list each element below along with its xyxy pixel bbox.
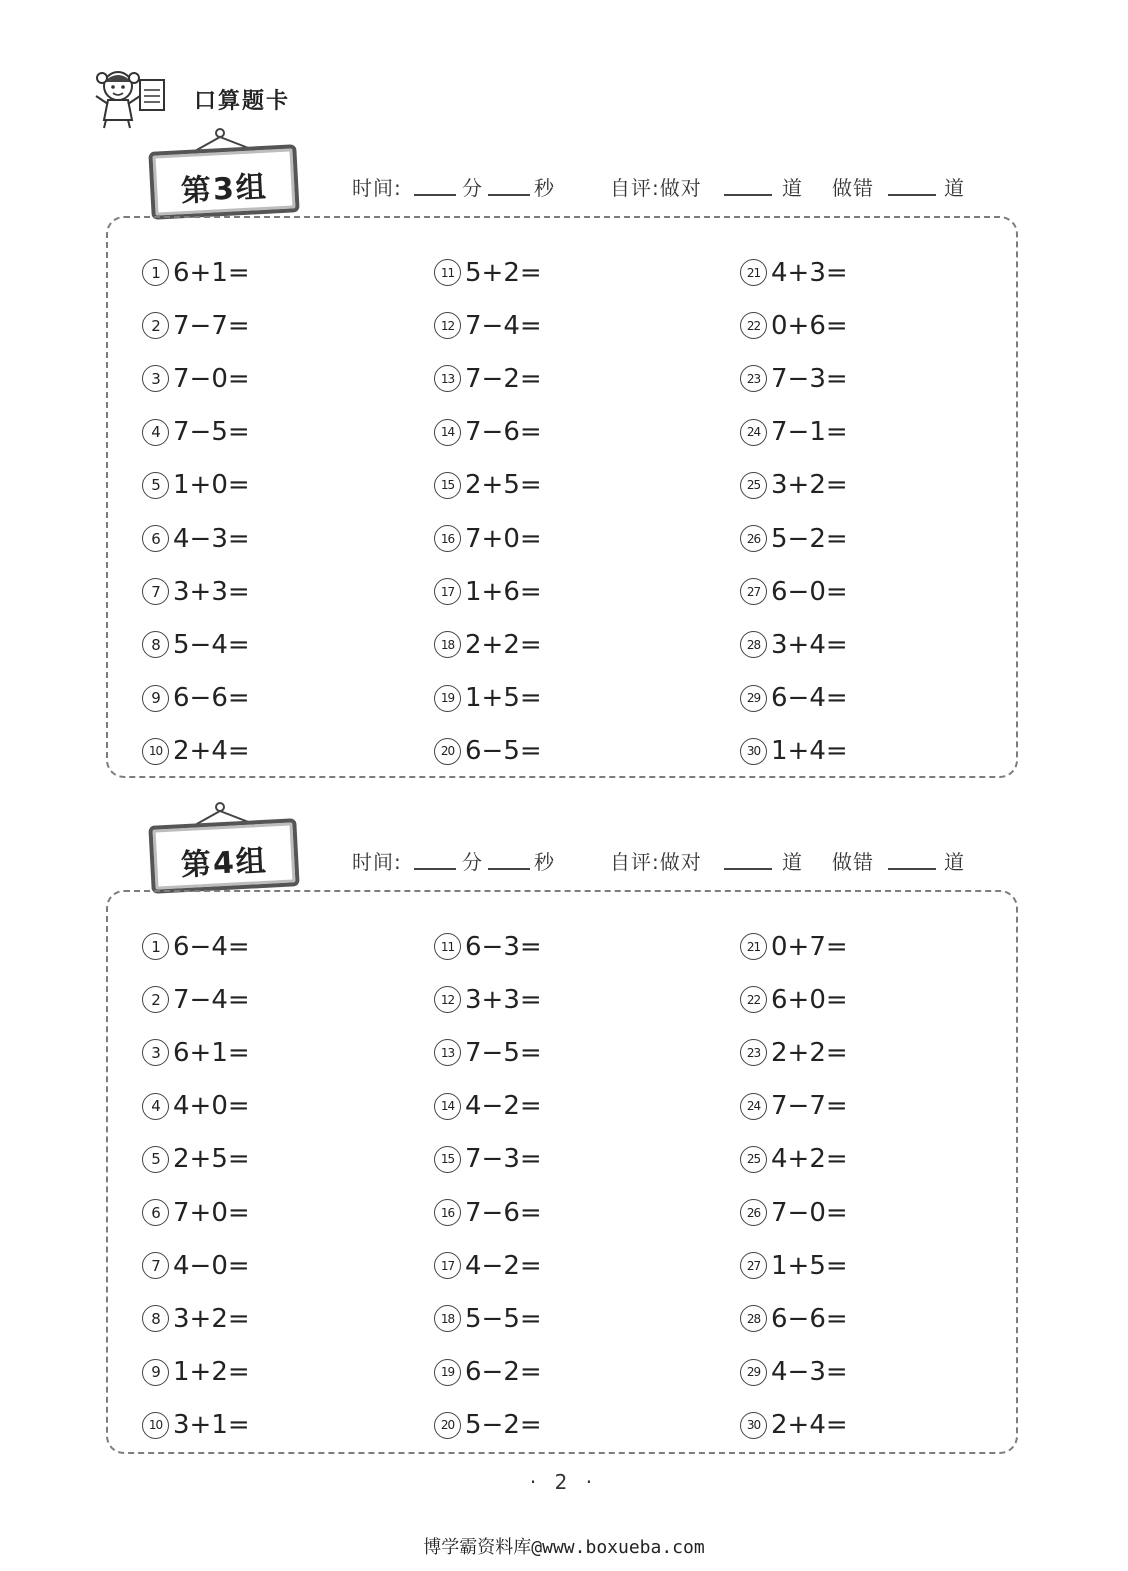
problem-number: 10 [142,738,169,765]
problem-number: 19 [434,1359,461,1386]
problem-expression: 0+6= [771,310,848,341]
problem-expression: 3+3= [173,576,250,607]
problem-item [434,1080,714,1133]
problem-number: 2 [142,986,169,1013]
problem-item [434,565,714,618]
wrong-blank[interactable] [888,194,936,196]
problem-expression: 6−6= [771,1303,848,1334]
problem-number: 27 [740,1252,767,1279]
score-line [352,168,1032,204]
problem-number: 18 [434,1305,461,1332]
problem-item [434,512,714,565]
problem-expression: 6−4= [771,683,848,714]
problem-expression: 3+2= [771,470,848,501]
problem-item [434,352,714,405]
problem-item [142,1133,422,1186]
problem-number: 30 [740,738,767,765]
problem-number: 28 [740,1305,767,1332]
problem-item [740,406,1020,459]
correct-blank[interactable] [724,194,772,196]
problem-expression: 2+5= [173,1144,250,1175]
problem-expression: 4+3= [771,257,848,288]
problem-number: 23 [740,1039,767,1066]
problem-item [740,352,1020,405]
problem-item [142,920,422,973]
problem-expression: 4+2= [771,1144,848,1175]
problem-item [740,1026,1020,1079]
problem-item [434,1026,714,1079]
problem-expression: 3+4= [771,629,848,660]
problem-item [434,406,714,459]
problem-item [142,352,422,405]
problem-item [740,920,1020,973]
problem-number: 20 [434,738,461,765]
problem-number: 22 [740,986,767,1013]
problem-item [434,973,714,1026]
problem-expression: 2+5= [465,470,542,501]
problem-number: 2 [142,312,169,339]
problem-card [106,216,1018,778]
problem-item [142,1292,422,1345]
problem-number: 21 [740,933,767,960]
problem-number: 7 [142,578,169,605]
problem-item [740,1133,1020,1186]
problem-expression: 2+4= [173,736,250,767]
wrong-label: 做错 [832,850,874,874]
problem-expression: 7−7= [771,1091,848,1122]
problem-expression: 2+2= [771,1037,848,1068]
watermark: 博学霸资料库@www.boxueba.com [423,1537,705,1558]
correct-blank[interactable] [724,868,772,870]
problem-expression: 3+3= [465,984,542,1015]
problem-expression: 7−2= [465,363,542,394]
problem-item [434,299,714,352]
problem-number: 15 [434,472,461,499]
second-blank[interactable] [488,868,530,870]
time-label: 时间: [352,850,402,874]
problem-expression: 7−5= [173,417,250,448]
problem-expression: 6−3= [465,931,542,962]
self-eval-label: 自评:做对 [610,850,702,874]
problem-expression: 5−4= [173,629,250,660]
problem-number: 5 [142,1146,169,1173]
problem-number: 24 [740,419,767,446]
problem-expression: 6−6= [173,683,250,714]
problem-item [434,672,714,725]
problem-expression: 4+0= [173,1091,250,1122]
problem-number: 24 [740,1093,767,1120]
problem-item [740,1346,1020,1399]
problem-number: 8 [142,1305,169,1332]
problem-column [740,920,1020,1452]
problem-expression: 7−4= [173,984,250,1015]
problem-item [434,246,714,299]
problem-expression: 6−0= [771,576,848,607]
problem-number: 16 [434,1199,461,1226]
problem-number: 14 [434,1093,461,1120]
problem-item [740,1080,1020,1133]
problem-number: 16 [434,525,461,552]
problem-expression: 7−4= [465,310,542,341]
problem-number: 19 [434,685,461,712]
problem-item [142,246,422,299]
problem-number: 12 [434,312,461,339]
problem-expression: 1+2= [173,1357,250,1388]
problem-number: 6 [142,525,169,552]
problem-expression: 5+2= [465,257,542,288]
wrong-blank[interactable] [888,868,936,870]
problem-expression: 7−3= [465,1144,542,1175]
self-eval-label: 自评:做对 [610,176,702,200]
problem-item [434,459,714,512]
problem-number: 11 [434,933,461,960]
problem-expression: 5−2= [465,1410,542,1441]
problem-number: 15 [434,1146,461,1173]
problem-item [740,565,1020,618]
problem-item [740,618,1020,671]
problem-number: 22 [740,312,767,339]
problem-number: 29 [740,1359,767,1386]
kid-mascot-icon [92,66,170,130]
problem-item [142,299,422,352]
problem-expression: 3+1= [173,1410,250,1441]
problem-expression: 7−3= [771,363,848,394]
problem-item [142,1346,422,1399]
problem-column [434,246,714,778]
minute-label: 分 [462,176,483,200]
problem-number: 13 [434,1039,461,1066]
problem-expression: 4−3= [771,1357,848,1388]
second-label: 秒 [534,850,555,874]
wrong-label: 做错 [832,176,874,200]
problem-item [740,459,1020,512]
problem-item [434,1186,714,1239]
problem-expression: 7+0= [465,523,542,554]
problem-number: 3 [142,1039,169,1066]
problem-item [740,1399,1020,1452]
group-label-sign [148,144,299,220]
problem-item [142,565,422,618]
problem-item [740,246,1020,299]
problem-item [740,1239,1020,1292]
second-blank[interactable] [488,194,530,196]
problem-item [142,618,422,671]
problem-expression: 7−5= [465,1037,542,1068]
minute-blank[interactable] [414,868,456,870]
problem-number: 27 [740,578,767,605]
problem-expression: 5−5= [465,1303,542,1334]
problem-expression: 4−2= [465,1250,542,1281]
wrong-unit: 道 [944,176,965,200]
problem-item [142,406,422,459]
problem-number: 10 [142,1412,169,1439]
problem-expression: 4−2= [465,1091,542,1122]
problem-number: 4 [142,1093,169,1120]
problem-number: 7 [142,1252,169,1279]
problem-item [434,920,714,973]
problem-expression: 7−6= [465,1197,542,1228]
problem-expression: 6−5= [465,736,542,767]
problem-expression: 0+7= [771,931,848,962]
problem-number: 8 [142,631,169,658]
problem-column [740,246,1020,778]
problem-number: 25 [740,472,767,499]
problem-item [740,725,1020,778]
problem-item [740,672,1020,725]
problem-number: 13 [434,365,461,392]
problem-number: 1 [142,933,169,960]
wrong-unit: 道 [944,850,965,874]
minute-label: 分 [462,850,483,874]
problem-number: 5 [142,472,169,499]
problem-item [740,973,1020,1026]
problem-expression: 7−0= [771,1197,848,1228]
problem-item [434,1399,714,1452]
problem-item [434,1133,714,1186]
problem-number: 12 [434,986,461,1013]
problem-number: 1 [142,259,169,286]
correct-unit: 道 [782,176,803,200]
problem-card [106,890,1018,1454]
problem-expression: 3+2= [173,1303,250,1334]
minute-blank[interactable] [414,194,456,196]
problem-item [142,672,422,725]
problem-expression: 5−2= [771,523,848,554]
problem-item [740,1186,1020,1239]
problem-number: 21 [740,259,767,286]
problem-column [142,920,422,1452]
problem-expression: 7+0= [173,1197,250,1228]
problem-item [434,1346,714,1399]
problem-number: 9 [142,685,169,712]
problem-item [142,1239,422,1292]
score-line [352,842,1032,878]
problem-expression: 4−3= [173,523,250,554]
problem-expression: 6+1= [173,257,250,288]
problem-item [142,973,422,1026]
problem-expression: 1+5= [771,1250,848,1281]
problem-item [142,512,422,565]
problem-number: 3 [142,365,169,392]
problem-item [142,1080,422,1133]
problem-number: 17 [434,1252,461,1279]
problem-number: 26 [740,525,767,552]
page-header [92,66,492,130]
problem-item [142,1399,422,1452]
problem-expression: 2+4= [771,1410,848,1441]
problem-item [142,725,422,778]
problem-number: 28 [740,631,767,658]
problem-expression: 4−0= [173,1250,250,1281]
problem-number: 11 [434,259,461,286]
page-number: · 2 · [529,1470,599,1494]
problem-number: 4 [142,419,169,446]
problem-item [142,1026,422,1079]
problem-number: 17 [434,578,461,605]
problem-number: 23 [740,365,767,392]
problem-number: 26 [740,1199,767,1226]
problem-number: 18 [434,631,461,658]
problem-item [142,1186,422,1239]
group-label-sign [148,818,299,894]
problem-number: 14 [434,419,461,446]
problem-expression: 6+0= [771,984,848,1015]
problem-expression: 7−7= [173,310,250,341]
problem-item [142,459,422,512]
problem-expression: 6−2= [465,1357,542,1388]
second-label: 秒 [534,176,555,200]
problem-item [434,618,714,671]
problem-number: 30 [740,1412,767,1439]
problem-expression: 7−0= [173,363,250,394]
problem-expression: 7−1= [771,417,848,448]
header-title: 口算题卡 [194,89,291,114]
problem-number: 25 [740,1146,767,1173]
group-label: 第4组 [180,843,269,884]
problem-column [434,920,714,1452]
problem-item [434,1292,714,1345]
problem-expression: 6+1= [173,1037,250,1068]
problem-number: 20 [434,1412,461,1439]
group-label: 第3组 [180,169,269,210]
problem-item [740,299,1020,352]
problem-item [740,1292,1020,1345]
problem-expression: 7−6= [465,417,542,448]
problem-expression: 2+2= [465,629,542,660]
problem-number: 29 [740,685,767,712]
problem-expression: 6−4= [173,931,250,962]
problem-number: 6 [142,1199,169,1226]
problem-column [142,246,422,778]
problem-item [740,512,1020,565]
problem-item [434,725,714,778]
problem-item [434,1239,714,1292]
problem-expression: 1+6= [465,576,542,607]
time-label: 时间: [352,176,402,200]
problem-expression: 1+5= [465,683,542,714]
problem-number: 9 [142,1359,169,1386]
problem-expression: 1+0= [173,470,250,501]
problem-expression: 1+4= [771,736,848,767]
correct-unit: 道 [782,850,803,874]
